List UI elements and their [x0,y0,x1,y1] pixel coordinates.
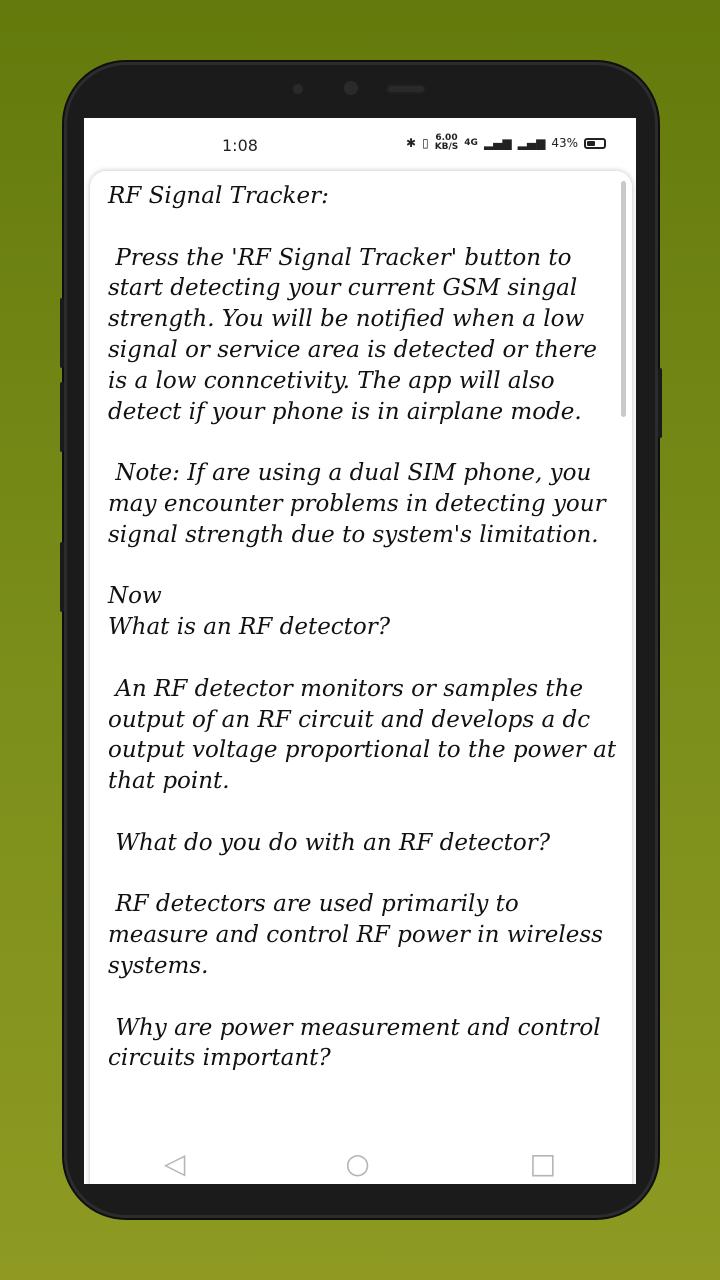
network-speed [435,134,459,152]
volume-button [60,382,64,452]
front-camera [344,81,358,95]
vibrate-icon: ▯ [422,136,429,150]
signal-icon: ▂▄▆ [517,136,546,150]
back-icon[interactable]: ◁ [163,1147,186,1180]
recents-icon[interactable]: □ [529,1147,557,1180]
navigation-bar [84,1144,636,1184]
earpiece-speaker [386,84,426,94]
status-icons [406,134,606,152]
signal-icon: ▂▄▆ [483,136,512,150]
battery-percent: 43% [551,136,578,150]
status-bar [84,118,636,174]
proximity-sensor [293,84,303,94]
home-icon[interactable]: ○ [345,1147,370,1180]
scrollbar[interactable] [621,181,626,417]
volume-button [60,298,64,368]
bluetooth-icon: ✱ [406,136,417,150]
content-card[interactable] [90,171,632,1184]
phone-frame [64,62,658,1218]
content-text: RF Signal Tracker: Press the 'RF Signal Tracker' button to start detecting your current GSM singal strength. You will be notified when a low signal or service area is detected or there is a low conncetivity. The app will also detect if your phone is in airplane mode. Note: If are using a dual SIM phone, you may encounter problems in detecting your signal strength due to system's limitation. Now What is an RF detector? An RF detector monitors or samples the output of an RF circuit and develops a dc output voltage proportional to the power at that point. What do you do with an RF detector? RF detectors are used primarily to measure and control RF power in wireless systems. Why are power measurement and control circuits important? [108,183,617,1072]
status-time: 1:08 [222,136,258,155]
screen [84,118,636,1184]
bixby-button [60,542,64,612]
network-type: 4G [464,137,478,148]
power-button [658,368,662,438]
network-speed-value: 6.00 [435,133,458,143]
network-speed-unit: KB/S [434,142,459,152]
battery-icon [584,138,606,149]
